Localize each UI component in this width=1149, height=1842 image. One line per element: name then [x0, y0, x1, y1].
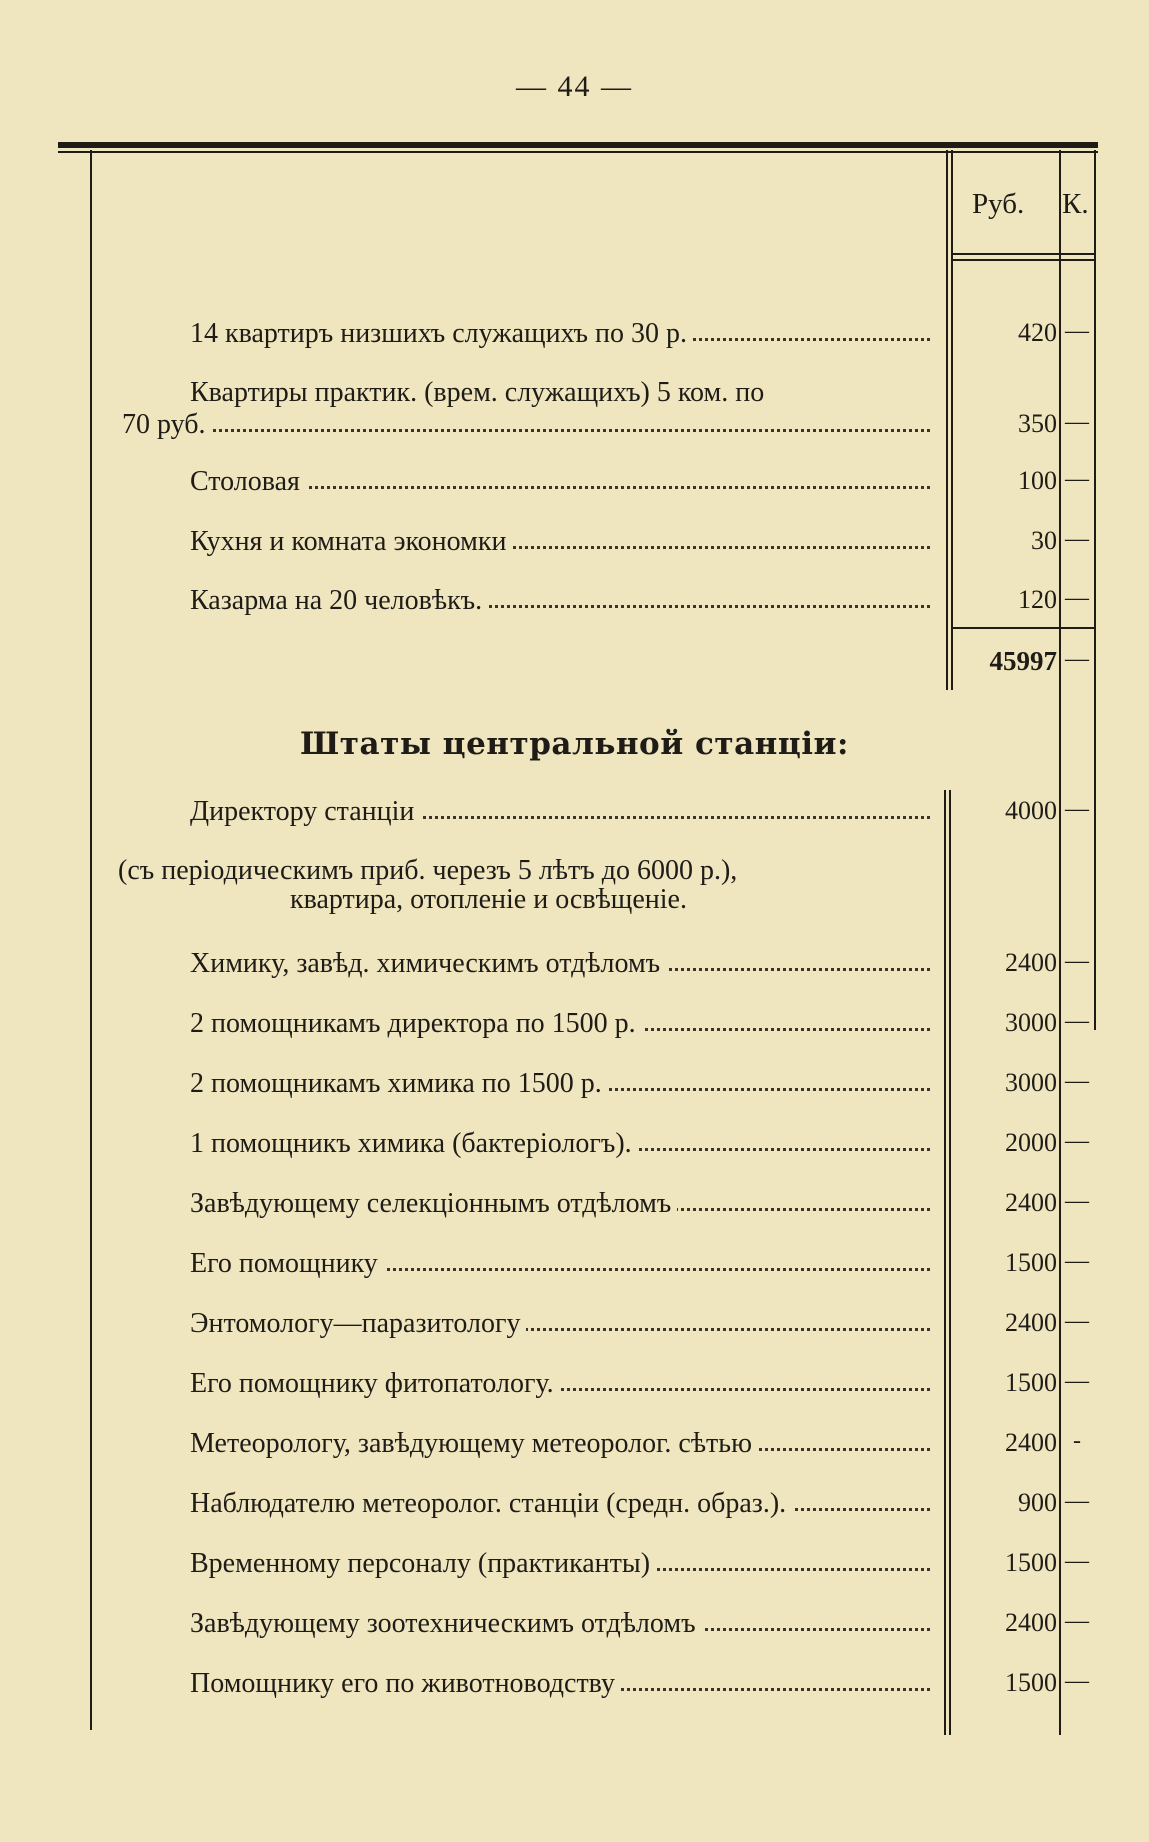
kop-column-header: К.: [1062, 188, 1089, 220]
row-kop: —: [1065, 585, 1089, 611]
row-kop: —: [1065, 1668, 1089, 1694]
row-description: Энтомологу—паразитологу: [190, 1308, 930, 1340]
header-rule-2: [951, 259, 1094, 261]
row-description: 14 квартиръ низшихъ служащихъ по 30 р.: [190, 318, 930, 350]
row-kop: —: [1065, 796, 1089, 822]
row-description: Метеорологу, завѣдующему метеоролог. сѣтью: [190, 1428, 930, 1460]
row-kop: —: [1065, 526, 1089, 552]
row-kop: —: [1065, 1368, 1089, 1394]
section-heading: Штаты центральной станціи:: [300, 726, 849, 762]
row-rub: 100: [1018, 466, 1057, 495]
page-number: — 44 —: [516, 70, 633, 103]
row-rub: 1500: [1005, 1368, 1057, 1397]
row-rub: 900: [1018, 1488, 1057, 1517]
row-rub: 2400: [1005, 1608, 1057, 1637]
row-description: 2 помощникамъ директора по 1500 р.: [190, 1008, 930, 1040]
table-row: [0, 948, 1149, 988]
row-kop: —: [1065, 1608, 1089, 1634]
subtotal-rule: [951, 627, 1094, 629]
row-rub: 350: [1018, 409, 1057, 438]
row-rub: 3000: [1005, 1008, 1057, 1037]
row-kop: —: [1065, 1188, 1089, 1214]
top-rule: [58, 142, 1098, 148]
row-description: Кухня и комната экономки: [190, 526, 930, 558]
row-rub: 2400: [1005, 1188, 1057, 1217]
row-rub: 2000: [1005, 1128, 1057, 1157]
table-row: [0, 1428, 1149, 1468]
row-description: Столовая: [190, 466, 930, 498]
row-description: Его помощнику: [190, 1248, 930, 1280]
row-kop: —: [1065, 318, 1089, 344]
row-description: Завѣдующему зоотехническимъ отдѣломъ: [190, 1608, 930, 1640]
table-row: [0, 318, 1149, 358]
row-rub: 420: [1018, 318, 1057, 347]
row-rub: 1500: [1005, 1548, 1057, 1577]
table-row: [0, 1248, 1149, 1288]
top-rule-thin: [58, 151, 1098, 153]
table-row: [0, 409, 1149, 449]
table-row: [0, 1188, 1149, 1228]
row-description: Директору станціи: [190, 796, 930, 828]
subtotal-rub: 45997: [989, 646, 1057, 676]
table-row: [0, 1068, 1149, 1108]
table-row: [0, 1668, 1149, 1708]
row-kop: —: [1065, 1308, 1089, 1334]
row-rub: 2400: [1005, 948, 1057, 977]
subtotal-kop: —: [1065, 646, 1089, 672]
table-row: [0, 526, 1149, 566]
row-kop: —: [1065, 1068, 1089, 1094]
row-kop: —: [1065, 1488, 1089, 1514]
row-description: 2 помощникамъ химика по 1500 р.: [190, 1068, 930, 1100]
row-kop: —: [1065, 1008, 1089, 1034]
row-rub: 1500: [1005, 1248, 1057, 1277]
row-description-line1: Квартиры практик. (врем. служащихъ) 5 ком. по: [190, 377, 765, 408]
row-kop: -: [1073, 1428, 1081, 1454]
row-rub: 120: [1018, 585, 1057, 614]
row-description: Наблюдателю метеоролог. станціи (средн. образ.).: [190, 1488, 930, 1520]
row-rub: 3000: [1005, 1068, 1057, 1097]
row-rub: 4000: [1005, 796, 1057, 825]
row-rub: 2400: [1005, 1308, 1057, 1337]
table-row: [0, 1008, 1149, 1048]
row-kop: —: [1065, 1248, 1089, 1274]
row-rub: 1500: [1005, 1668, 1057, 1697]
row-description: Его помощнику фитопатологу.: [190, 1368, 930, 1400]
table-row: [0, 466, 1149, 506]
row-description: Временному персоналу (практиканты): [190, 1548, 930, 1580]
row-note-line2: квартира, отопленіе и освѣщеніе.: [290, 884, 687, 915]
table-row: [0, 1308, 1149, 1348]
row-note-line1: (съ періодическимъ приб. черезъ 5 лѣтъ до 6000 р.),: [118, 855, 738, 886]
row-description: Помощнику его по животноводству: [190, 1668, 930, 1700]
header-rule-1: [951, 253, 1094, 255]
row-description: 1 помощникъ химика (бактеріологъ).: [190, 1128, 930, 1160]
table-row: [0, 1608, 1149, 1648]
row-kop: —: [1065, 466, 1089, 492]
table-row: [0, 1548, 1149, 1588]
row-kop: —: [1065, 1548, 1089, 1574]
table-row: [0, 1368, 1149, 1408]
row-description: Химику, завѣд. химическимъ отдѣломъ: [190, 948, 930, 980]
table-row: [0, 796, 1149, 836]
row-description: Завѣдующему селекціоннымъ отдѣломъ: [190, 1188, 930, 1220]
table-row: [0, 585, 1149, 625]
row-kop: —: [1065, 409, 1089, 435]
table-row: [0, 1488, 1149, 1528]
row-description: 70 руб.: [122, 409, 930, 441]
row-kop: —: [1065, 948, 1089, 974]
rub-column-header: Руб.: [972, 188, 1025, 220]
row-rub: 30: [1031, 526, 1057, 555]
table-row: [0, 1128, 1149, 1168]
row-kop: —: [1065, 1128, 1089, 1154]
row-description: Казарма на 20 человѣкъ.: [190, 585, 930, 617]
row-rub: 2400: [1005, 1428, 1057, 1457]
